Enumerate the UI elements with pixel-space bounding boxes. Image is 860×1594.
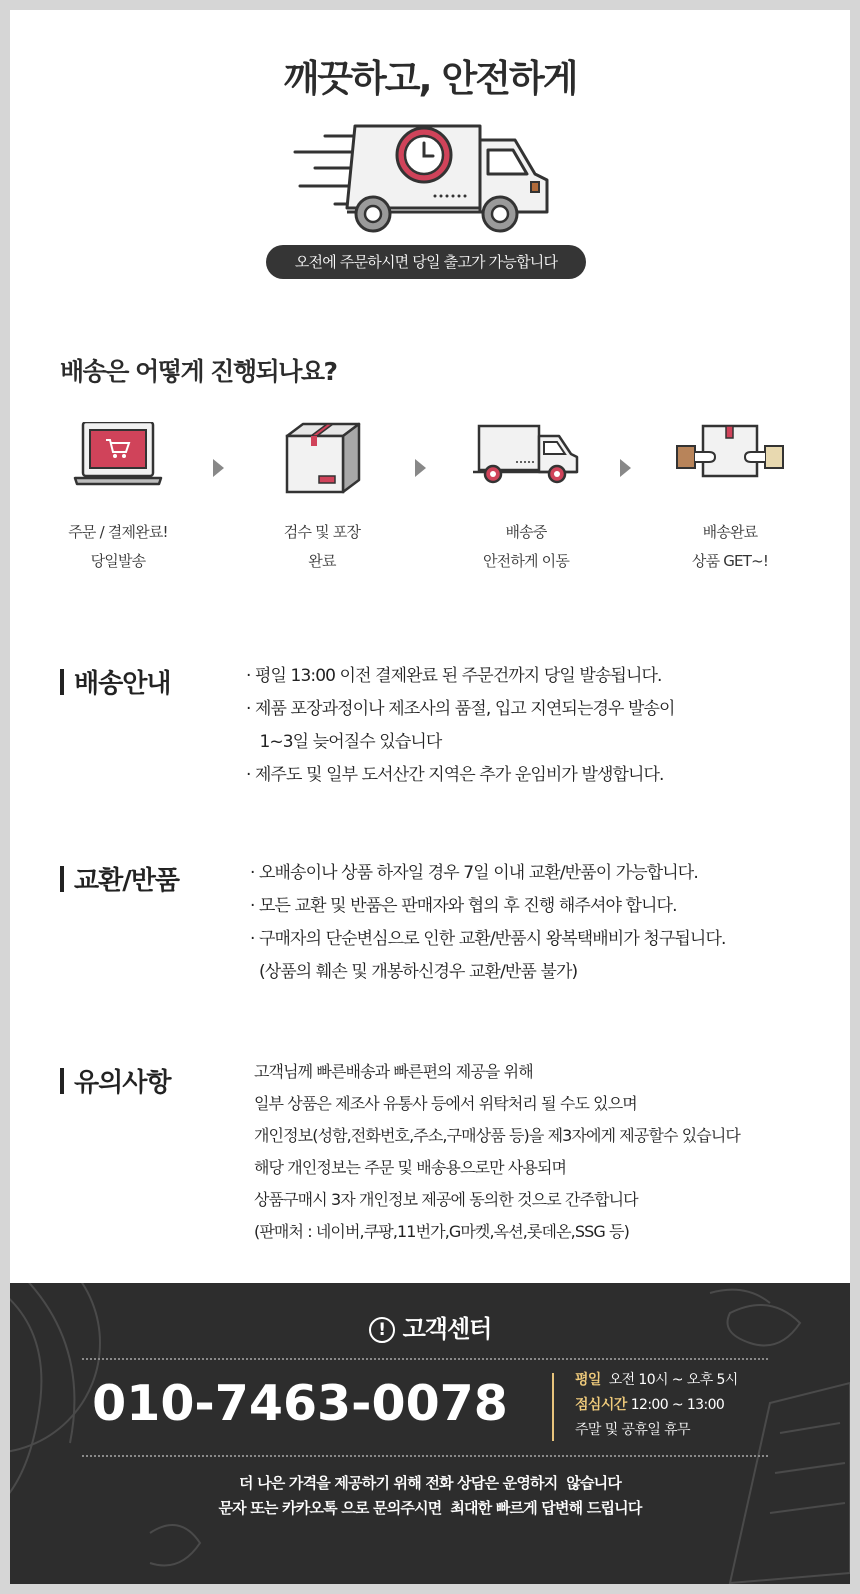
exchange-line: · 구매자의 단순변심으로 인한 교환/반품시 왕복택배비가 청구됩니다. bbox=[250, 929, 726, 949]
process-step-complete bbox=[630, 422, 830, 570]
caution-section-title: 유의사항 bbox=[60, 1062, 170, 1099]
laptop-cart-icon bbox=[73, 422, 163, 492]
shipping-line: 1~3일 늦어질수 있습니다 bbox=[246, 732, 442, 752]
process-title: 배송은 어떻게 진행되나요? bbox=[60, 357, 337, 386]
step-sublabel-3: 안전하게 이동 bbox=[482, 552, 570, 570]
hero-title: 깨끗하고, 안전하게 bbox=[283, 57, 577, 100]
caution-line: 일부 상품은 제조사 유통사 등에서 위탁처리 될 수도 있으며 bbox=[254, 1094, 637, 1113]
same-day-shipping-badge: 오전에 주문하시면 당일 출고가 가능합니다 bbox=[266, 245, 586, 279]
holiday-notice: 주말 및 공휴일 휴무 bbox=[575, 1422, 690, 1438]
process-step-order bbox=[18, 422, 218, 570]
caution-info-list bbox=[254, 1056, 740, 1248]
vertical-divider bbox=[552, 1373, 554, 1441]
step-sublabel-4: 상품 GET~! bbox=[691, 552, 769, 570]
page-sheet bbox=[10, 10, 850, 1584]
notice-line: 더 나은 가격을 제공하기 위해 전화 상담은 운영하지 않습니다 bbox=[238, 1474, 622, 1492]
lunch-label: 점심시간 bbox=[575, 1397, 627, 1413]
shipping-line: · 제주도 및 일부 도서산간 지역은 추가 운임비가 발생합니다. bbox=[246, 765, 664, 785]
step-label-2: 검수 및 포장 bbox=[283, 523, 361, 541]
weekday-label: 평일 bbox=[575, 1372, 601, 1388]
step-arrow-icon bbox=[415, 459, 426, 477]
process-step-shipping bbox=[426, 422, 626, 570]
alert-circle-icon: ! bbox=[369, 1317, 395, 1343]
shipping-info-list bbox=[246, 660, 675, 792]
exchange-section-title: 교환/반품 bbox=[60, 860, 179, 897]
notice-line: 문자 또는 카카오톡 으로 문의주시면 최대한 빠르게 답변해 드립니다 bbox=[218, 1499, 642, 1517]
exchange-line: (상품의 훼손 및 개봉하신경우 교환/반품 불가) bbox=[250, 962, 578, 982]
step-sublabel-1: 당일발송 bbox=[90, 552, 146, 570]
box-icon bbox=[277, 422, 367, 494]
lunch-hours: 12:00 ~ 13:00 bbox=[630, 1397, 725, 1413]
truck-icon bbox=[471, 422, 581, 492]
process-step-pack bbox=[222, 422, 422, 570]
shipping-line: · 제품 포장과정이나 제조사의 품절, 입고 지연되는경우 발송이 bbox=[246, 699, 675, 719]
divider bbox=[82, 1455, 768, 1457]
exchange-line: · 모든 교환 및 반품은 판매자와 협의 후 진행 해주셔야 합니다. bbox=[250, 896, 677, 916]
caution-line: 고객님께 빠른배송과 빠른편의 제공을 위해 bbox=[254, 1062, 533, 1081]
weekday-hours: 오전 10시 ~ 오후 5시 bbox=[608, 1372, 738, 1388]
contact-notice bbox=[10, 1471, 850, 1521]
divider bbox=[82, 1358, 768, 1360]
step-sublabel-2: 완료 bbox=[308, 552, 336, 570]
shipping-section-title: 배송안내 bbox=[60, 663, 170, 700]
caution-line: (판매처 : 네이버,쿠팡,11번가,G마켓,옥션,롯데온,SSG 등) bbox=[254, 1222, 629, 1241]
customer-center-title: ! 고객센터 bbox=[10, 1309, 850, 1344]
step-label-1: 주문 / 결제완료! bbox=[68, 523, 168, 541]
step-label-4: 배송완료 bbox=[702, 523, 758, 541]
delivery-truck-clock-icon bbox=[285, 120, 555, 238]
phone-number: 010-7463-0078 bbox=[92, 1375, 508, 1432]
step-label-3: 배송중 bbox=[505, 523, 547, 541]
business-hours bbox=[575, 1368, 738, 1443]
caution-line: 개인정보(성함,전화번호,주소,구매상품 등)을 제3자에게 제공할수 있습니다 bbox=[254, 1126, 740, 1145]
customer-center bbox=[10, 1283, 850, 1584]
shipping-line: · 평일 13:00 이전 결제완료 된 주문건까지 당일 발송됩니다. bbox=[246, 666, 662, 686]
handover-icon bbox=[675, 422, 785, 492]
caution-line: 해당 개인정보는 주문 및 배송용으로만 사용되며 bbox=[254, 1158, 567, 1177]
exchange-info-list bbox=[250, 857, 725, 989]
exchange-line: · 오배송이나 상품 하자일 경우 7일 이내 교환/반품이 가능합니다. bbox=[250, 863, 698, 883]
caution-line: 상품구매시 3자 개인정보 제공에 동의한 것으로 간주합니다 bbox=[254, 1190, 638, 1209]
